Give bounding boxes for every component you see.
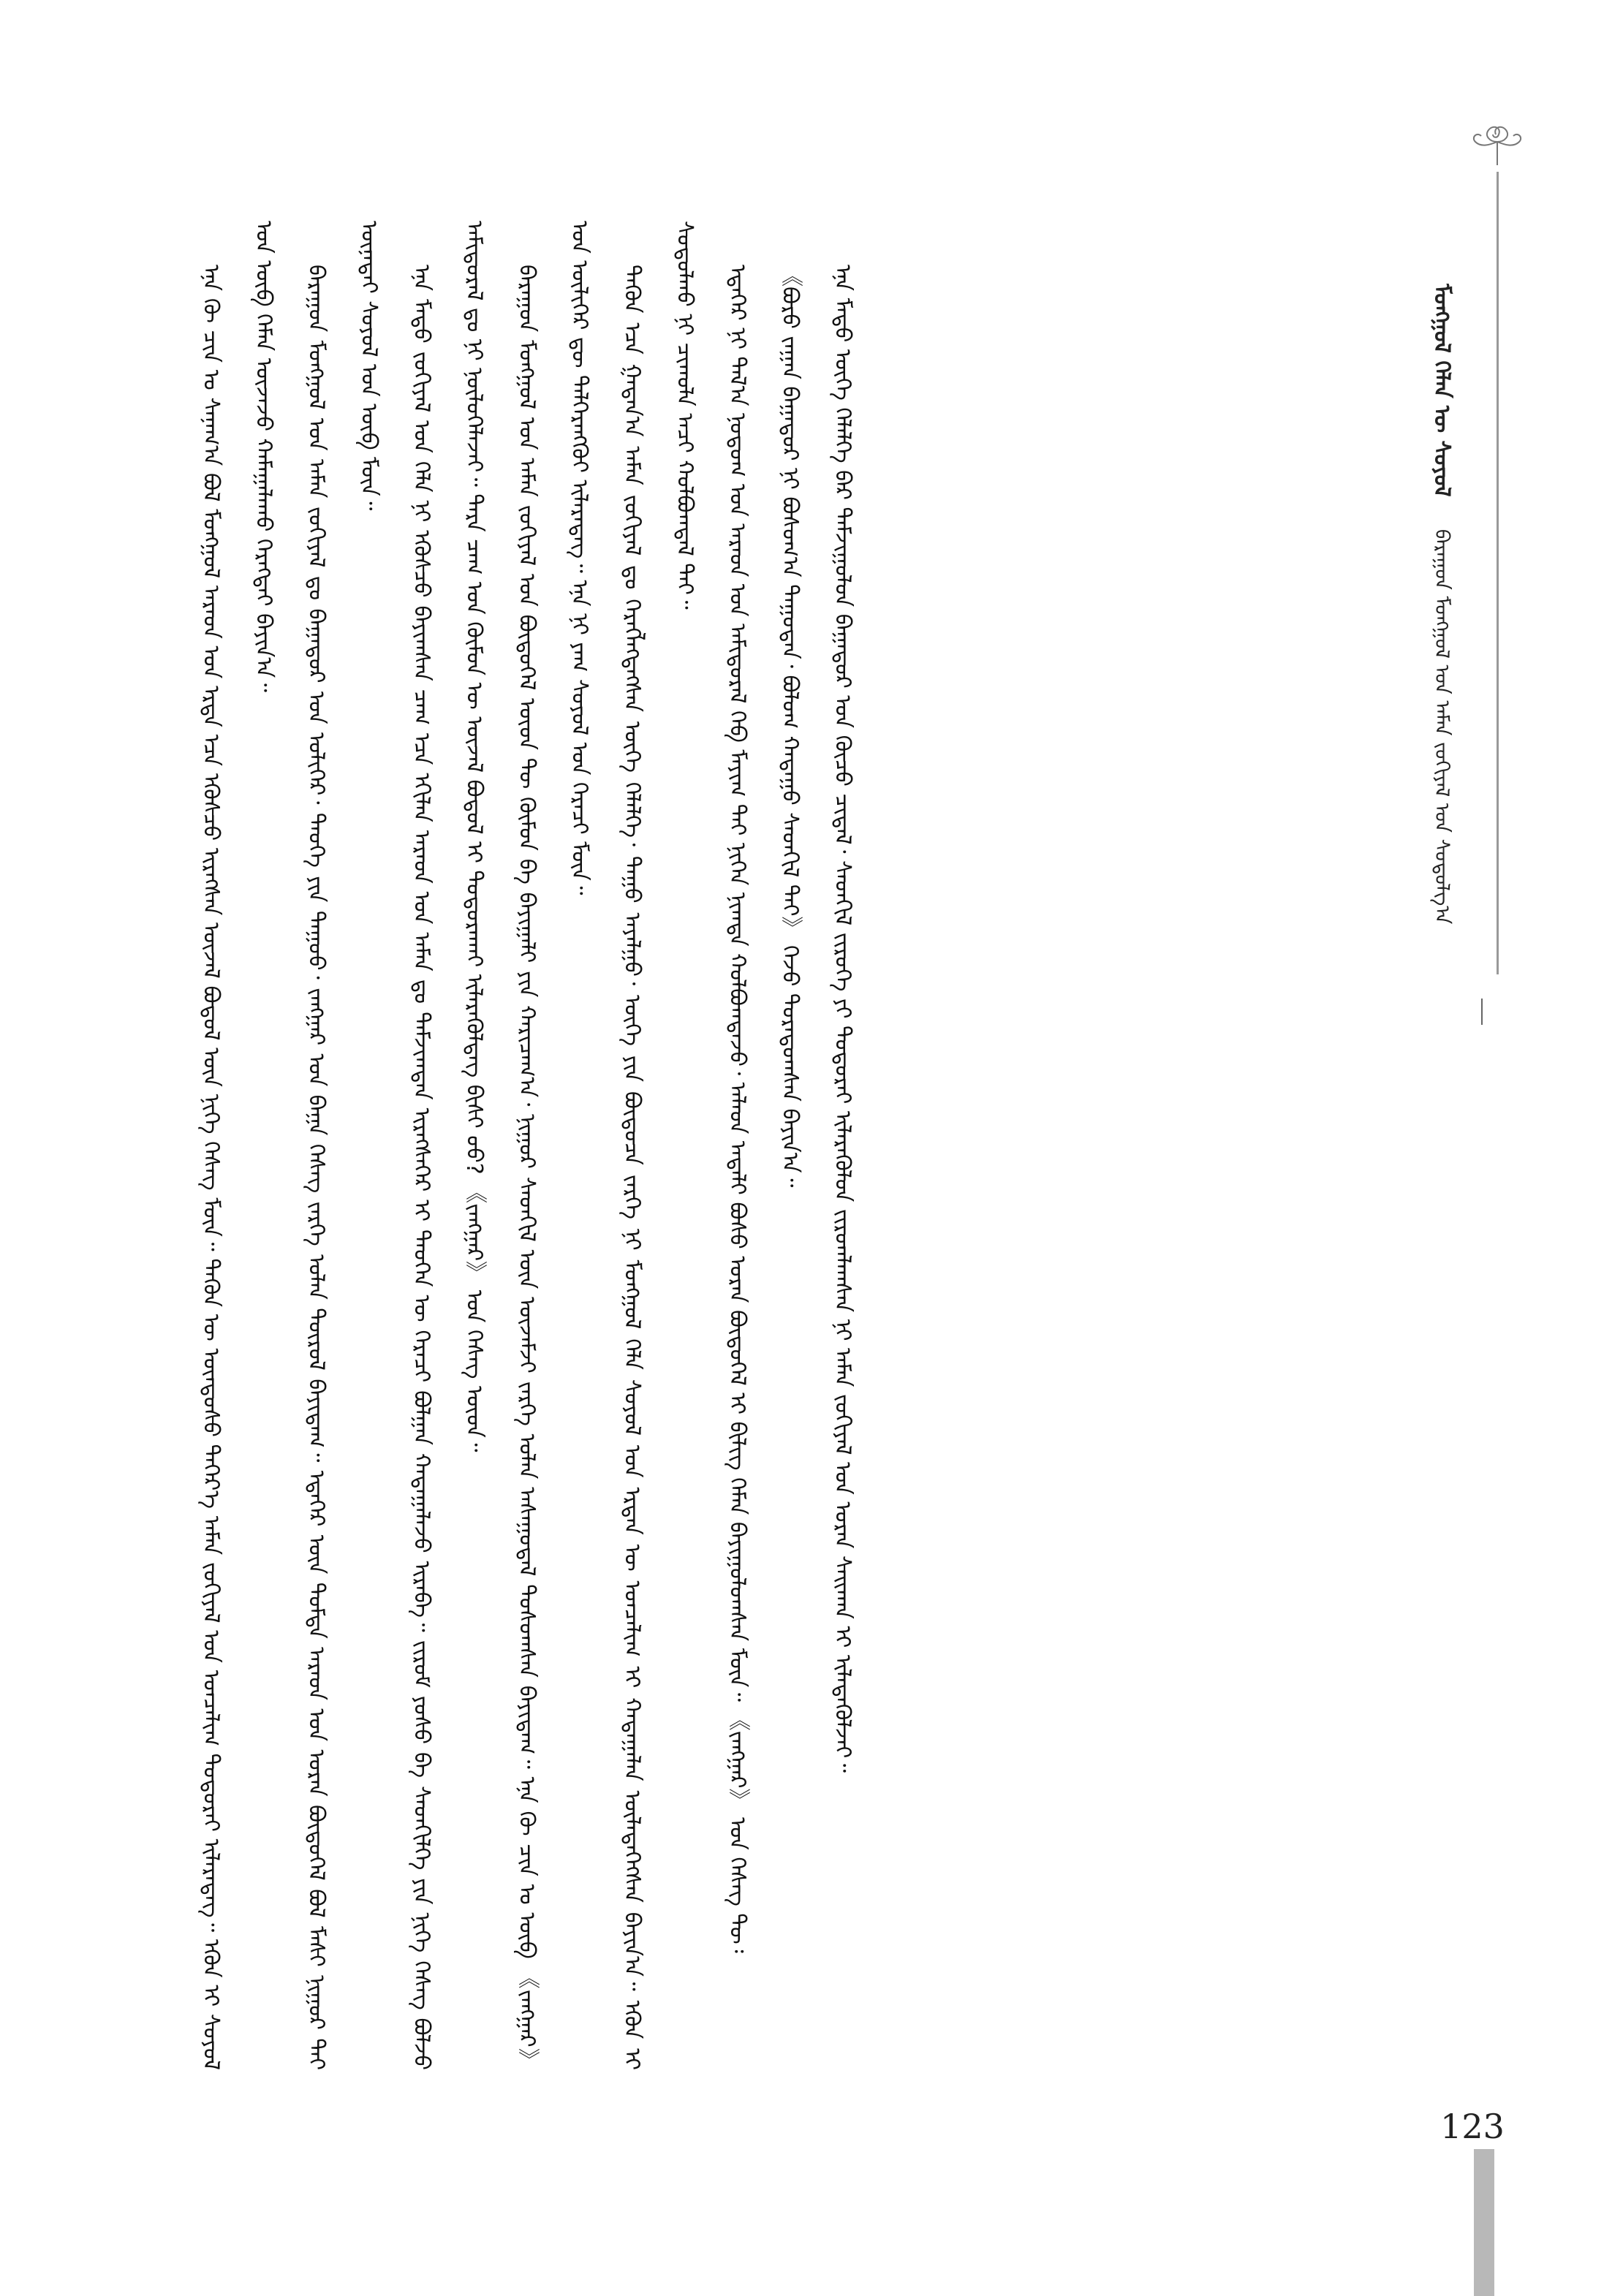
running-header-separator	[1431, 503, 1453, 523]
header-rule	[1497, 172, 1499, 974]
paragraph-4: ᠪᠠᠷᠠᠭᠤᠨ ᠮᠣᠩᠭᠣᠯ ᠤᠨ ᠠᠮᠠᠨ ᠵᠣᠬᠢᠶᠠᠯ ᠤᠨ ᠪᠦᠲᠦᠭᠡᠯ ᠦᠳ ᠲᠦ ᠬᠦᠮᠦᠨ ᠪᠠ ᠪᠠᠶᠢᠭᠠᠯᠢ ᠶᠢᠨ ᠬᠠᠷᠢᠴᠠᠭ᠎ᠠ᠂ ᠨᠢᠭᠤᠷ ᠰᠡᠳᠬᠢᠯ ᠦᠨ ᠦᠵᠡᠮᠵᠢ ᠵᠡᠷᠭᠡ ᠣᠯᠠᠨ ᠠᠰᠠᠭᠤᠳᠠᠯ ᠲᠤᠰᠤᠭᠰᠠᠨ ᠪᠠᠶᠢᠳᠠᠭ᠃ ᠡᠨᠡ ᠬᠦ ᠴᠢᠨ ᠤ ᠥᠪ 《ᠵᠠᠩᠭᠠᠷ》 ᠤᠨ ᠦᠯᠢᠭᠡᠷ ᠳᠦ ᠳᠡᠯᠭᠡᠷᠡᠩᠭᠦᠢ ᠢᠯᠡᠷᠡᠳᠡᠭ᠃ ᠡᠨᠡ ᠨᠢ ᠶᠠᠭ ᠰᠣᠶᠣᠯ ᠤᠨ ᠭᠡᠷᠡᠴᠢ ᠮᠥᠨ᠃	[514, 221, 592, 2070]
paragraph-8: ᠡᠨᠡ ᠮᠡᠲᠦ ᠦᠭᠡ ᠬᠡᠯᠡᠯᠭᠡ ᠪᠡᠷ ᠳᠠᠮᠵᠢᠭᠤᠯᠤᠨ ᠪᠠᠭᠠᠲᠤᠷ ᠤᠨ ᠬᠦᠴᠦ ᠴᠢᠳᠠᠯ᠂ ᠰᠡᠳᠬᠢᠯ ᠵᠢᠷᠦᠬᠡ ᠶᠢ ᠲᠣᠳᠣᠷᠠᠶ ᠢᠯᠡᠷᠡᠭᠦᠯᠦᠨ ᠵᠢᠷᠤᠭᠯᠠᠭᠰᠠᠨ ᠨᠢ ᠠᠮᠠᠨ ᠵᠣᠬᠢᠶᠠᠯ ᠤᠨ ᠤᠷᠠᠨ ᠰᠠᠢᠬᠠᠨ ᠢ ᠢᠯᠡᠲᠡᠭᠦᠯᠵᠡᠢ᠃	[830, 265, 855, 1773]
paragraph-6: ᠡᠳᠡᠭᠡᠷ ᠨᠢ ᠲᠠᠯ᠎ᠠ ᠨᠤᠲᠤᠭ ᠤᠨ ᠠᠷᠠᠳ ᠤᠨ ᠠᠮᠢᠳᠤᠷᠠᠯ ᠬᠡᠪ ᠮᠠᠶᠢᠭ ᠲᠠᠢ ᠨᠢᠬᠡᠨ ᠨᠢᠭᠲᠠ ᠬᠣᠯᠪᠣᠭᠳᠠᠵᠤ᠂ ᠠᠯᠠᠳ ᠠᠳᠠᠯᠢ ᠪᠤᠰᠤ ᠤᠷᠠᠨ ᠪᠦᠲᠦᠭᠡᠯ ᠢ ᠪᠢᠯᠢᠭ ᠬᠡᠮᠡᠨ ᠪᠠᠶᠢᠭᠤᠯᠤᠭᠰᠠᠨ ᠮᠥᠨ᠃ 《ᠵᠠᠩᠭᠠᠷ》 ᠤᠨ ᠬᠡᠰᠡᠭ ᠲᠦ᠄	[725, 265, 750, 1953]
paragraph-3: ᠡᠨᠡ ᠮᠡᠲᠦ ᠵᠣᠬᠢᠶᠠᠯ ᠤᠨ ᠬᠡᠯᠡ ᠨᠢ ᠡᠭᠦᠰᠴᠦ ᠪᠠᠶᠢᠭᠰᠠᠨ ᠴᠠᠭ ᠡᠴᠡ ᠡᠬᠢᠯᠡᠨ ᠠᠷᠠᠳ ᠤᠨ ᠠᠮᠠᠨ ᠳᠤ ᠳᠠᠮᠵᠢᠭᠳᠠᠨ ᠢᠷᠡᠭᠰᠡᠭᠡᠷ ᠢ ᠲᠡᠦᠬᠡᠨ ᠦ ᠭᠡᠷᠡᠴᠢ ᠪᠣᠯᠭᠠᠨ ᠬᠠᠳᠠᠭᠠᠯᠠᠵᠤ ᠢᠷᠡᠪᠡ᠃ ᠵᠢᠷᠤᠮ ᠶᠣᠰᠣ ᠪᠠ ᠰᠡᠳᠬᠢᠯᠭᠡ ᠶᠢᠨ ᠨᠢᠭᠡ ᠬᠡᠰᠡᠭ ᠪᠣᠯᠵᠤ ᠠᠮᠢᠳᠤᠷᠠᠯ ᠳᠤ ᠨᠢ ᠨᠥᠯᠦᠭᠡᠯᠡᠵᠡᠢ᠃ ᠲᠡᠷᠡ ᠴᠠᠭ ᠤᠨ ᠬᠦᠮᠦᠨ ᠦ ᠦᠵᠡᠯ ᠪᠣᠳᠤᠯ ᠢ ᠲᠣᠳᠣᠷᠠᠬᠠᠶ ᠢᠯᠡᠷᠡᠭᠦᠯᠳᠡᠭ ᠪᠢᠰᠢ ᠦᠦ? 《ᠵᠠᠩᠭᠠᠷ》 ᠤᠨ ᠬᠡᠰᠡᠭ ᠦᠳ᠃	[409, 221, 487, 2070]
header-tick	[1481, 999, 1483, 1025]
page-number: 123	[1440, 2107, 1505, 2146]
running-header-book-title: ᠮᠣᠩᠭᠣᠯ ᠬᠡᠯᠡᠨ ᠦ ᠰᠣᠶᠣᠯ	[1429, 284, 1455, 497]
paragraph-1: ᠡᠨᠡ ᠬᠦ ᠴᠢᠨ ᠤ ᠰᠠᠨᠠᠭ᠎ᠠ ᠪᠣᠯ ᠮᠣᠩᠭᠣᠯ ᠠᠷᠠᠳ ᠤᠨ ᠡᠷᠲᠡ ᠡᠴᠡ ᠡᠭᠦᠰᠴᠦ ᠢᠷᠡᠭᠰᠡᠨ ᠦᠵᠡᠯ ᠪᠣᠳᠤᠯ ᠦᠨ ᠨᠢᠭᠡ ᠬᠡᠰᠡᠭ ᠮᠥᠨ᠃ ᠲᠡᠭᠦᠨ ᠦ ᠦᠨᠳᠦᠰᠦ ᠳᠡᠭᠡᠷ᠎ᠡ ᠠᠮᠠᠨ ᠵᠣᠬᠢᠶᠠᠯ ᠤᠨ ᠣᠨᠴᠠᠯᠢᠭ ᠲᠣᠳᠣᠷᠠᠶ ᠢᠯᠡᠷᠡᠳᠡᠭ᠃ ᠡᠭᠦᠨ ᠢ ᠰᠣᠶᠣᠯ ᠤᠨ ᠥᠪ ᠬᠡᠮᠡᠨ ᠦᠵᠡᠵᠦ ᠬᠠᠮᠠᠭᠠᠯᠠᠬᠤ ᠬᠡᠷᠡᠭᠲᠡᠶ ᠪᠠᠶᠢᠨ᠎ᠠ᠃	[198, 221, 276, 2070]
running-header-chapter-title: ᠪᠠᠷᠠᠭᠤᠨ ᠮᠣᠩᠭᠣᠯ ᠤᠨ ᠠᠮᠠᠨ ᠵᠣᠬᠢᠶᠠᠯ ᠤᠨ ᠰᠤᠳᠤᠯᠭ᠎ᠠ	[1430, 528, 1453, 925]
running-header	[1429, 284, 1475, 1219]
thumb-tab	[1474, 2149, 1494, 2296]
paragraph-7: 《ᠪᠣᠷᠣ ᠵᠠᠭᠠᠨ ᠪᠠᠭᠠᠲᠤᠷ ᠨᠢ ᠪᠣᠰᠤᠭ᠎ᠠ ᠳᠠᠭᠤᠳᠠᠨ᠂ ᠪᠣᠯᠤᠭ ᠬᠠᠲᠠᠭᠤ ᠰᠡᠳᠬᠢᠯ ᠲᠡᠢ》 ᠭᠡᠵᠦ ᠳᠤᠷᠠᠳᠤᠭᠰᠠᠨ ᠪᠠᠶᠢᠨ᠎ᠠ᠃	[777, 265, 803, 1188]
header-ornament-icon	[1468, 123, 1526, 167]
body-text	[184, 221, 1407, 2070]
paragraph-2: ᠪᠠᠷᠠᠭᠤᠨ ᠮᠣᠩᠭᠣᠯ ᠤᠨ ᠠᠮᠠᠨ ᠵᠣᠬᠢᠶᠠᠯ ᠳᠤ ᠪᠠᠭᠠᠳᠤᠷ ᠤᠨ ᠤᠯᠢᠭᠡᠷ᠂ ᠲᠡᠦᠬᠡ ᠶᠢᠨ ᠳᠠᠭᠤᠤ᠂ ᠵᠠᠩᠭᠠᠷ ᠤᠨ ᠪᠠᠭᠠ ᠬᠡᠰᠡᠭ ᠵᠡᠷᠭᠡ ᠣᠯᠠᠨ ᠲᠥᠷᠦᠯ ᠪᠠᠶᠢᠳᠠᠭ᠃ ᠡᠳᠡᠭᠡᠷ ᠦᠨ ᠳᠤᠮᠳᠠ ᠠᠷᠠᠳ ᠤᠨ ᠤᠷᠠᠨ ᠪᠦᠲᠦᠭᠡᠯ ᠪᠣᠯ ᠮᠠᠰᠢ ᠨᠢᠭᠤᠷ ᠲᠠᠢ ᠦᠨᠡᠲᠡᠢ ᠰᠣᠶᠣᠯ ᠤᠨ ᠥᠪ ᠮᠥᠨ᠃	[303, 221, 382, 2070]
paragraph-5: ᠲᠡᠭᠦᠨ ᠡᠴᠡ ᠭᠠᠳᠠᠨ᠎ᠠ ᠠᠮᠠᠨ ᠵᠣᠬᠢᠶᠠᠯ ᠳᠤ ᠬᠡᠷᠡᠭᠯᠡᠭᠳᠡᠭᠰᠡᠨ ᠦᠭᠡ ᠬᠡᠯᠡᠯᠭᠡ᠂ ᠳᠠᠭᠤ ᠠᠶᠠᠯᠭᠤ᠂ ᠦᠭᠡ ᠶᠢᠨ ᠪᠦᠲᠦᠴᠡ ᠵᠡᠷᠭᠡ ᠨᠢ ᠮᠣᠩᠭᠣᠯ ᠬᠡᠯᠡ ᠰᠣᠶᠣᠯ ᠤᠨ ᠡᠷᠲᠡᠨ ᠦ ᠣᠨᠴᠠᠯᠢᠭ ᠢ ᠬᠠᠳᠠᠭᠠᠯᠠᠨ ᠦᠯᠡᠳᠡᠭᠡᠭᠰᠡᠨ ᠪᠠᠶᠢᠨ᠎ᠠ᠃ ᠡᠭᠦᠨ ᠢ ᠰᠤᠳᠤᠯᠬᠤ ᠨᠢ ᠴᠢᠬᠤᠯᠠ ᠠᠴᠢ ᠬᠣᠯᠪᠣᠭᠳᠠᠯ ᠲᠠᠢ᠃	[619, 221, 697, 2070]
